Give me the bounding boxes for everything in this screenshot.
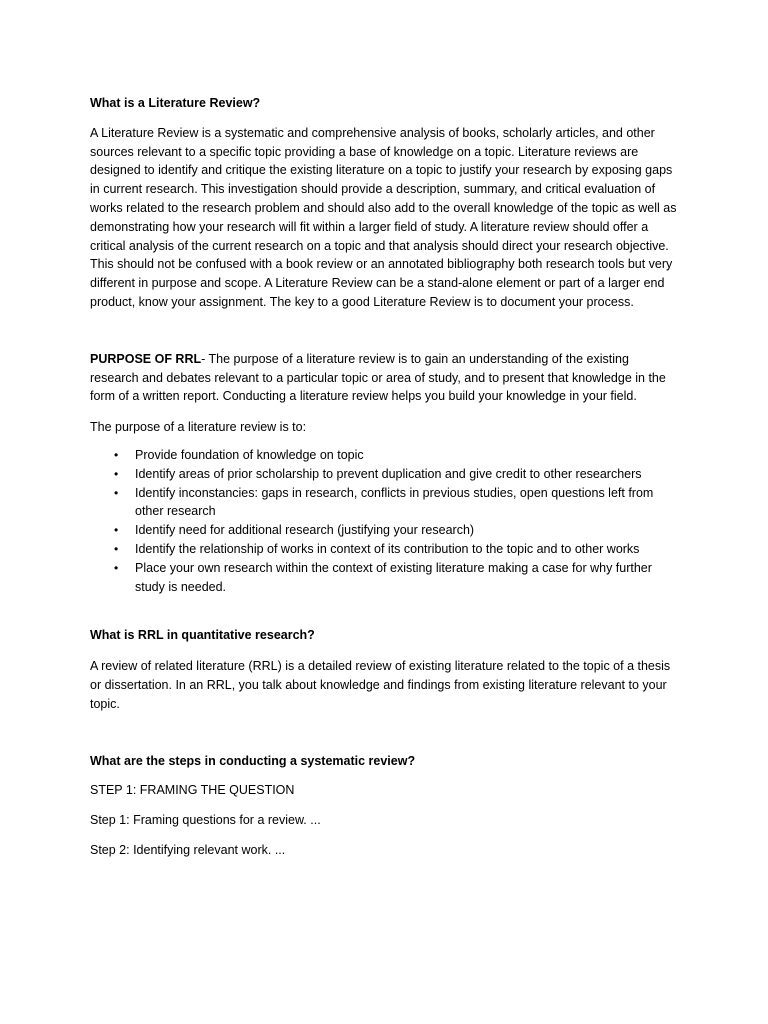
label-purpose-of-rrl: PURPOSE OF RRL (90, 351, 202, 366)
bullet-icon: • (114, 466, 119, 481)
heading-rrl-quantitative: What is RRL in quantitative research? (90, 628, 315, 643)
document-page (90, 94, 680, 860)
paragraph-rrl-definition: A review of related literature (RRL) is a detailed review of existing literature related to the topic of a thesis or dissertation. In an RRL, you talk about knowledge and findings from existing literature relevant to your topic. (90, 659, 671, 711)
list-item: • Identify inconstancies: gaps in research, conflicts in previous studies, open questions left from other research (114, 485, 654, 519)
list-item: • Identify need for additional research (justifying your research) (90, 521, 680, 540)
list-item: • Provide foundation of knowledge on topic (90, 446, 680, 465)
step-item: Step 2: Identifying relevant work. ... (90, 842, 286, 857)
bullet-icon: • (114, 541, 119, 556)
bullet-icon: • (114, 447, 119, 462)
bullet-icon: • (114, 485, 119, 500)
list-item: • Identify the relationship of works in context of its contribution to the topic and to other works (90, 540, 680, 559)
heading-what-is-literature-review: What is a Literature Review? (90, 96, 261, 110)
paragraph-purpose-list-intro: The purpose of a literature review is to: (90, 420, 307, 435)
bullet-icon: • (114, 560, 119, 575)
paragraph-literature-review-definition: A Literature Review is a systematic and comprehensive analysis of books, scholarly articles, and other sources relevant to a specific topic providing a base of knowledge on a topic. Literature reviews are designed to identify and critique the existing literature on a topic to justify your research by exposing gaps in current research. This investigation should provide a description, summary, and critical evaluation of works related to the research problem and should also add to the overall knowledge of the topic as well as demonstrating how your research will fit within a larger field of study. A literature review should offer a critical analysis of the current research on a topic and that analysis should direct your research objective. This should not be confused with a book review or an annotated bibliography both research tools but very different in purpose and scope. A Literature Review can be a stand-alone element or part of a larger end product, know your assignment. The key to a good Literature Review is to document your process. (90, 125, 677, 309)
list-item: • Identify areas of prior scholarship to prevent duplication and give credit to other researchers (90, 465, 680, 484)
step-title: STEP 1: FRAMING THE QUESTION (90, 783, 295, 798)
step-item: Step 1: Framing questions for a review. ... (90, 813, 321, 828)
purpose-of-rrl-text: - The purpose of a literature review is to gain an understanding of the existing research and debates relevant to a particular topic or area of study, and to present that knowledge in the form of a written report. Conducting a literature review helps you build your knowledge in your field. (90, 351, 666, 404)
list-item: • Place your own research within the context of existing literature making a case for why further study is needed. (114, 560, 652, 594)
heading-systematic-review-steps: What are the steps in conducting a systematic review? (90, 753, 416, 768)
bullet-icon: • (114, 523, 119, 538)
purpose-bullet-list (90, 446, 680, 596)
paragraph-purpose-of-rrl (90, 350, 680, 406)
